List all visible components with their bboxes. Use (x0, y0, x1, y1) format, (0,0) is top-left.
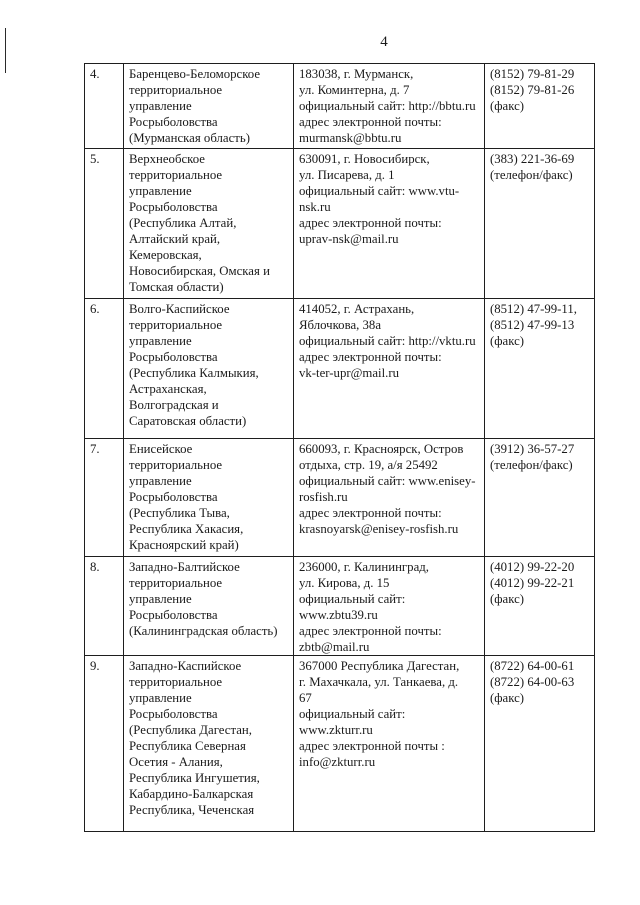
phone-line: (факс) (490, 334, 525, 348)
address-line: uprav-nsk@mail.ru (299, 232, 399, 246)
address-cell (294, 557, 485, 656)
authority-name-line: Осетия - Алания, (129, 755, 223, 769)
authority-name-cell (124, 557, 294, 656)
address-line: www.zkturr.ru (299, 723, 373, 737)
address-line: murmansk@bbtu.ru (299, 131, 402, 145)
authority-name-line: управление (129, 592, 192, 606)
authority-name-line: Новосибирская, Омская и (129, 264, 270, 278)
authority-name-line: Кабардино-Балкарская (129, 787, 254, 801)
address-line: 367000 Республика Дагестан, (299, 659, 460, 673)
authority-name-line: Баренцево-Беломорское (129, 67, 261, 81)
authority-name-line: (Республика Дагестан, (129, 723, 252, 737)
authority-name-line: Енисейское (129, 442, 193, 456)
phone-line: (факс) (490, 592, 525, 606)
authority-name-line: территориальное (129, 168, 223, 182)
address-line: zbtb@mail.ru (299, 640, 370, 654)
margin-mark (5, 28, 6, 73)
authority-name-line: (Республика Алтай, (129, 216, 237, 230)
address-line: адрес электронной почты: (299, 506, 442, 520)
address-line: официальный сайт: http://vktu.ru (299, 334, 476, 348)
phone-cell (485, 656, 595, 832)
authority-name-line: Астраханская, (129, 382, 207, 396)
authority-name-line: Волго-Каспийское (129, 302, 230, 316)
authority-name-line: Западно-Балтийское (129, 560, 240, 574)
phone-line: (телефон/факс) (490, 168, 573, 182)
authority-name-line: Росрыболовства (129, 115, 218, 129)
phone-cell (485, 64, 595, 149)
phone-line: (383) 221-36-69 (490, 152, 575, 166)
table-row (85, 656, 595, 832)
authority-name-cell (124, 439, 294, 557)
authority-name-cell (124, 64, 294, 149)
address-line: официальный сайт: www.vtu- (299, 184, 460, 198)
address-cell (294, 149, 485, 299)
authority-name-line: Росрыболовства (129, 200, 218, 214)
table-row (85, 439, 595, 557)
authority-name-line: управление (129, 99, 192, 113)
authority-name-line: территориальное (129, 83, 223, 97)
phone-line: (8512) 47-99-11, (490, 302, 577, 316)
address-line: официальный сайт: www.enisey- (299, 474, 476, 488)
authority-name-line: Росрыболовства (129, 490, 218, 504)
address-cell (294, 439, 485, 557)
address-line: info@zkturr.ru (299, 755, 376, 769)
authority-name-line: Росрыболовства (129, 707, 218, 721)
phone-line: (факс) (490, 691, 525, 705)
address-line: 67 (299, 691, 312, 705)
row-number: 6. (85, 299, 124, 439)
authority-name-cell (124, 299, 294, 439)
address-line: ул. Кирова, д. 15 (299, 576, 390, 590)
address-line: адрес электронной почты: (299, 624, 442, 638)
address-line: 630091, г. Новосибирск, (299, 152, 430, 166)
phone-line: (4012) 99-22-20 (490, 560, 575, 574)
row-number: 7. (85, 439, 124, 557)
authority-name-line: управление (129, 474, 192, 488)
authority-name-line: территориальное (129, 576, 223, 590)
address-line: Яблочкова, 38а (299, 318, 382, 332)
address-line: vk-ter-upr@mail.ru (299, 366, 400, 380)
address-line: адрес электронной почты: (299, 350, 442, 364)
authority-name-line: Волгоградская и (129, 398, 219, 412)
phone-line: (8152) 79-81-29 (490, 67, 575, 81)
address-line: г. Махачкала, ул. Танкаева, д. (299, 675, 459, 689)
address-line: официальный сайт: (299, 592, 406, 606)
authority-name-line: Республика Хакасия, (129, 522, 244, 536)
authority-name-line: Западно-Каспийское (129, 659, 242, 673)
address-line: адрес электронной почты: (299, 216, 442, 230)
authority-name-line: (Мурманская область) (129, 131, 250, 145)
authority-name-line: управление (129, 691, 192, 705)
authority-name-line: Республика Северная (129, 739, 246, 753)
authority-name-line: территориальное (129, 675, 223, 689)
row-number: 5. (85, 149, 124, 299)
row-number: 9. (85, 656, 124, 832)
authority-name-line: Саратовская области) (129, 414, 247, 428)
address-line: адрес электронной почты : (299, 739, 445, 753)
phone-cell (485, 299, 595, 439)
address-line: официальный сайт: http://bbtu.ru (299, 99, 476, 113)
address-line: адрес электронной почты: (299, 115, 442, 129)
phone-cell (485, 557, 595, 656)
phone-line: (8722) 64-00-63 (490, 675, 575, 689)
phone-line: (3912) 36-57-27 (490, 442, 575, 456)
authority-name-line: Алтайский край, (129, 232, 221, 246)
authority-name-line: управление (129, 184, 192, 198)
address-cell (294, 299, 485, 439)
row-number: 8. (85, 557, 124, 656)
phone-cell (485, 149, 595, 299)
address-line: nsk.ru (299, 200, 331, 214)
table-row (85, 557, 595, 656)
address-line: ул. Коминтерна, д. 7 (299, 83, 410, 97)
directory-table (84, 63, 595, 832)
authority-name-line: Республика Ингушетия, (129, 771, 260, 785)
authority-name-line: территориальное (129, 318, 223, 332)
authority-name-line: Красноярский край) (129, 538, 239, 552)
phone-line: (телефон/факс) (490, 458, 573, 472)
address-line: ул. Писарева, д. 1 (299, 168, 395, 182)
page-number: 4 (380, 34, 388, 50)
address-line: отдыха, стр. 19, а/я 25492 (299, 458, 438, 472)
table-row (85, 64, 595, 149)
phone-line: (8722) 64-00-61 (490, 659, 575, 673)
phone-line: (8152) 79-81-26 (490, 83, 575, 97)
phone-line: (4012) 99-22-21 (490, 576, 575, 590)
table-row (85, 299, 595, 439)
address-cell (294, 64, 485, 149)
authority-name-line: Томская области) (129, 280, 224, 294)
authority-name-line: (Калининградская область) (129, 624, 278, 638)
authority-name-line: управление (129, 334, 192, 348)
address-line: krasnoyarsk@enisey-rosfish.ru (299, 522, 459, 536)
authority-name-line: (Республика Тыва, (129, 506, 230, 520)
address-line: 660093, г. Красноярск, Остров (299, 442, 464, 456)
authority-name-line: Верхнеобское (129, 152, 205, 166)
address-cell (294, 656, 485, 832)
address-line: 414052, г. Астрахань, (299, 302, 415, 316)
table-row (85, 149, 595, 299)
phone-line: (8512) 47-99-13 (490, 318, 575, 332)
address-line: rosfish.ru (299, 490, 348, 504)
authority-name-line: территориальное (129, 458, 223, 472)
address-line: 183038, г. Мурманск, (299, 67, 414, 81)
authority-name-line: Росрыболовства (129, 608, 218, 622)
address-line: 236000, г. Калининград, (299, 560, 429, 574)
address-line: официальный сайт: (299, 707, 406, 721)
phone-cell (485, 439, 595, 557)
authority-name-cell (124, 149, 294, 299)
address-line: www.zbtu39.ru (299, 608, 378, 622)
row-number: 4. (85, 64, 124, 149)
authority-name-line: (Республика Калмыкия, (129, 366, 259, 380)
directory-table-body (85, 64, 595, 832)
authority-name-line: Республика, Чеченская (129, 803, 255, 817)
authority-name-line: Кемеровская, (129, 248, 202, 262)
phone-line: (факс) (490, 99, 525, 113)
authority-name-line: Росрыболовства (129, 350, 218, 364)
authority-name-cell (124, 656, 294, 832)
